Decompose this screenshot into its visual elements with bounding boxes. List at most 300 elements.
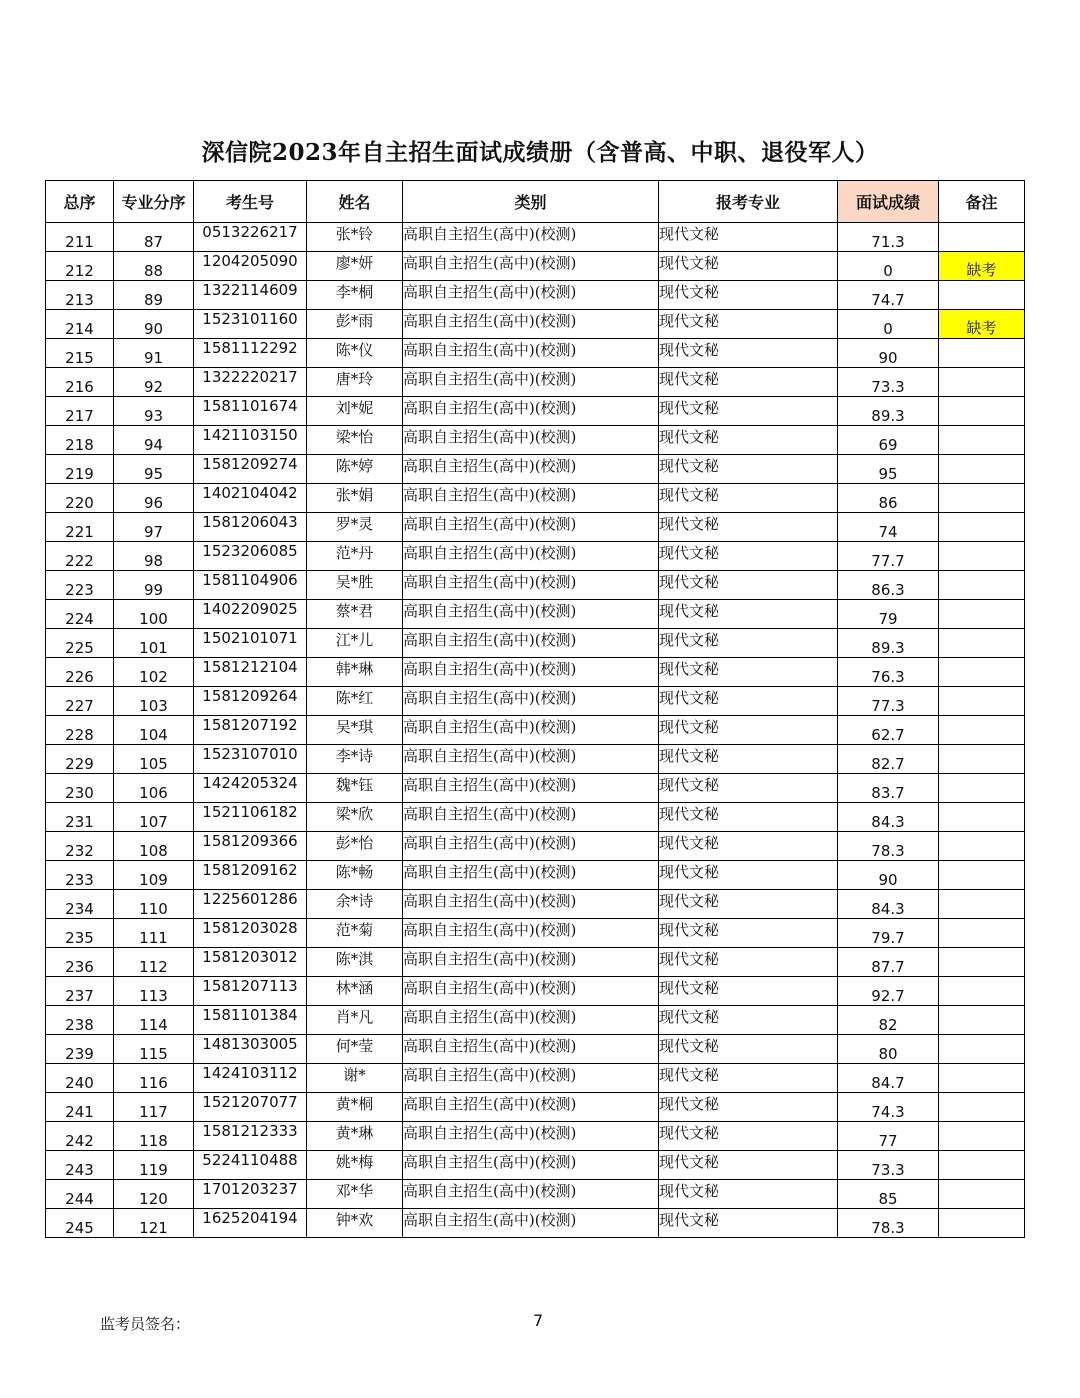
cell-note — [939, 1151, 1025, 1180]
cell-note — [939, 1064, 1025, 1093]
cell-major: 现代文秘 — [659, 310, 838, 339]
cell-score: 62.7 — [838, 716, 939, 745]
cell-note — [939, 716, 1025, 745]
cell-total-seq: 214 — [46, 310, 114, 339]
table-row — [46, 890, 1025, 919]
cell-major-seq: 116 — [114, 1064, 194, 1093]
cell-exam-no: 1701203237 — [194, 1180, 307, 1209]
cell-category: 高职自主招生(高中)(校测) — [403, 745, 659, 774]
cell-major: 现代文秘 — [659, 368, 838, 397]
cell-major: 现代文秘 — [659, 919, 838, 948]
cell-category: 高职自主招生(高中)(校测) — [403, 687, 659, 716]
table-row — [46, 339, 1025, 368]
cell-name: 姚*梅 — [307, 1151, 403, 1180]
cell-exam-no: 1625204194 — [194, 1209, 307, 1238]
cell-major-seq: 115 — [114, 1035, 194, 1064]
cell-major: 现代文秘 — [659, 571, 838, 600]
cell-major-seq: 118 — [114, 1122, 194, 1151]
cell-note — [939, 745, 1025, 774]
cell-category: 高职自主招生(高中)(校测) — [403, 890, 659, 919]
cell-category: 高职自主招生(高中)(校测) — [403, 600, 659, 629]
cell-note — [939, 1093, 1025, 1122]
cell-major: 现代文秘 — [659, 1035, 838, 1064]
cell-exam-no: 1581209366 — [194, 832, 307, 861]
cell-exam-no: 1581209264 — [194, 687, 307, 716]
table-row — [46, 1064, 1025, 1093]
table-row — [46, 513, 1025, 542]
cell-major: 现代文秘 — [659, 890, 838, 919]
cell-total-seq: 221 — [46, 513, 114, 542]
cell-category: 高职自主招生(高中)(校测) — [403, 571, 659, 600]
table-row — [46, 252, 1025, 281]
cell-major: 现代文秘 — [659, 977, 838, 1006]
cell-exam-no: 1424205324 — [194, 774, 307, 803]
cell-total-seq: 239 — [46, 1035, 114, 1064]
document-title: 深信院2023年自主招生面试成绩册（含普高、中职、退役军人） — [201, 139, 879, 166]
cell-category: 高职自主招生(高中)(校测) — [403, 1151, 659, 1180]
cell-name: 韩*琳 — [307, 658, 403, 687]
cell-exam-no: 1581203012 — [194, 948, 307, 977]
cell-major-seq: 101 — [114, 629, 194, 658]
cell-major-seq: 112 — [114, 948, 194, 977]
cell-score: 73.3 — [838, 1151, 939, 1180]
cell-name: 廖*妍 — [307, 252, 403, 281]
cell-total-seq: 235 — [46, 919, 114, 948]
cell-name: 陈*仪 — [307, 339, 403, 368]
table-row — [46, 223, 1025, 252]
cell-score: 90 — [838, 339, 939, 368]
cell-major-seq: 100 — [114, 600, 194, 629]
cell-score: 89.3 — [838, 397, 939, 426]
cell-note — [939, 977, 1025, 1006]
cell-name: 李*桐 — [307, 281, 403, 310]
table-row — [46, 426, 1025, 455]
header-name: 姓名 — [307, 181, 403, 223]
cell-major: 现代文秘 — [659, 1122, 838, 1151]
cell-total-seq: 243 — [46, 1151, 114, 1180]
table-row — [46, 281, 1025, 310]
cell-note — [939, 948, 1025, 977]
cell-name: 张*娟 — [307, 484, 403, 513]
cell-note — [939, 281, 1025, 310]
cell-note — [939, 890, 1025, 919]
cell-note — [939, 484, 1025, 513]
cell-major-seq: 109 — [114, 861, 194, 890]
cell-exam-no: 1581101384 — [194, 1006, 307, 1035]
cell-exam-no: 1521207077 — [194, 1093, 307, 1122]
table-row — [46, 310, 1025, 339]
cell-name: 钟*欢 — [307, 1209, 403, 1238]
cell-note — [939, 1035, 1025, 1064]
cell-total-seq: 218 — [46, 426, 114, 455]
cell-exam-no: 1322114609 — [194, 281, 307, 310]
cell-major: 现代文秘 — [659, 1006, 838, 1035]
cell-category: 高职自主招生(高中)(校测) — [403, 1064, 659, 1093]
cell-name: 陈*淇 — [307, 948, 403, 977]
cell-exam-no: 1424103112 — [194, 1064, 307, 1093]
cell-category: 高职自主招生(高中)(校测) — [403, 658, 659, 687]
cell-category: 高职自主招生(高中)(校测) — [403, 1180, 659, 1209]
cell-category: 高职自主招生(高中)(校测) — [403, 861, 659, 890]
header-exam-no: 考生号 — [194, 181, 307, 223]
cell-note — [939, 861, 1025, 890]
header-score: 面试成绩 — [838, 181, 939, 223]
cell-major: 现代文秘 — [659, 1209, 838, 1238]
cell-note — [939, 455, 1025, 484]
cell-category: 高职自主招生(高中)(校测) — [403, 1093, 659, 1122]
cell-exam-no: 1581209274 — [194, 455, 307, 484]
cell-major: 现代文秘 — [659, 1064, 838, 1093]
cell-exam-no: 1204205090 — [194, 252, 307, 281]
cell-score: 76.3 — [838, 658, 939, 687]
cell-major: 现代文秘 — [659, 716, 838, 745]
cell-note — [939, 223, 1025, 252]
cell-note — [939, 426, 1025, 455]
cell-major-seq: 102 — [114, 658, 194, 687]
table-row — [46, 397, 1025, 426]
cell-total-seq: 213 — [46, 281, 114, 310]
cell-note — [939, 1180, 1025, 1209]
cell-total-seq: 212 — [46, 252, 114, 281]
score-table — [45, 180, 1025, 1238]
cell-major-seq: 111 — [114, 919, 194, 948]
cell-score: 77.7 — [838, 542, 939, 571]
cell-total-seq: 227 — [46, 687, 114, 716]
cell-major-seq: 94 — [114, 426, 194, 455]
table-row — [46, 803, 1025, 832]
cell-name: 吴*琪 — [307, 716, 403, 745]
cell-total-seq: 216 — [46, 368, 114, 397]
cell-major: 现代文秘 — [659, 832, 838, 861]
cell-name: 何*莹 — [307, 1035, 403, 1064]
cell-category: 高职自主招生(高中)(校测) — [403, 832, 659, 861]
cell-total-seq: 238 — [46, 1006, 114, 1035]
header-note: 备注 — [939, 181, 1025, 223]
cell-score: 90 — [838, 861, 939, 890]
cell-category: 高职自主招生(高中)(校测) — [403, 310, 659, 339]
cell-score: 82.7 — [838, 745, 939, 774]
cell-major-seq: 93 — [114, 397, 194, 426]
cell-name: 李*诗 — [307, 745, 403, 774]
cell-major: 现代文秘 — [659, 1151, 838, 1180]
cell-exam-no: 1225601286 — [194, 890, 307, 919]
cell-category: 高职自主招生(高中)(校测) — [403, 1122, 659, 1151]
header-major: 报考专业 — [659, 181, 838, 223]
cell-note — [939, 397, 1025, 426]
cell-name: 黄*桐 — [307, 1093, 403, 1122]
table-row — [46, 977, 1025, 1006]
cell-category: 高职自主招生(高中)(校测) — [403, 919, 659, 948]
cell-major-seq: 88 — [114, 252, 194, 281]
cell-major-seq: 105 — [114, 745, 194, 774]
cell-total-seq: 220 — [46, 484, 114, 513]
cell-exam-no: 1322220217 — [194, 368, 307, 397]
cell-major-seq: 117 — [114, 1093, 194, 1122]
cell-major-seq: 98 — [114, 542, 194, 571]
cell-category: 高职自主招生(高中)(校测) — [403, 542, 659, 571]
cell-major: 现代文秘 — [659, 803, 838, 832]
cell-total-seq: 211 — [46, 223, 114, 252]
cell-category: 高职自主招生(高中)(校测) — [403, 484, 659, 513]
cell-total-seq: 215 — [46, 339, 114, 368]
table-row — [46, 1093, 1025, 1122]
cell-category: 高职自主招生(高中)(校测) — [403, 1209, 659, 1238]
cell-note — [939, 339, 1025, 368]
cell-exam-no: 1523107010 — [194, 745, 307, 774]
cell-score: 74.7 — [838, 281, 939, 310]
cell-score: 0 — [838, 310, 939, 339]
table-row — [46, 919, 1025, 948]
table-row — [46, 484, 1025, 513]
cell-exam-no: 1581207113 — [194, 977, 307, 1006]
cell-total-seq: 232 — [46, 832, 114, 861]
cell-name: 唐*玲 — [307, 368, 403, 397]
cell-major-seq: 114 — [114, 1006, 194, 1035]
cell-major-seq: 95 — [114, 455, 194, 484]
cell-category: 高职自主招生(高中)(校测) — [403, 223, 659, 252]
cell-category: 高职自主招生(高中)(校测) — [403, 339, 659, 368]
cell-total-seq: 219 — [46, 455, 114, 484]
table-row — [46, 1151, 1025, 1180]
cell-score: 95 — [838, 455, 939, 484]
cell-major-seq: 97 — [114, 513, 194, 542]
cell-major-seq: 113 — [114, 977, 194, 1006]
cell-score: 92.7 — [838, 977, 939, 1006]
cell-total-seq: 233 — [46, 861, 114, 890]
cell-total-seq: 244 — [46, 1180, 114, 1209]
cell-note — [939, 658, 1025, 687]
cell-note — [939, 600, 1025, 629]
cell-major: 现代文秘 — [659, 600, 838, 629]
cell-total-seq: 228 — [46, 716, 114, 745]
cell-name: 肖*凡 — [307, 1006, 403, 1035]
cell-note — [939, 542, 1025, 571]
cell-major: 现代文秘 — [659, 745, 838, 774]
cell-exam-no: 5224110488 — [194, 1151, 307, 1180]
cell-score: 86 — [838, 484, 939, 513]
table-row — [46, 1035, 1025, 1064]
cell-total-seq: 223 — [46, 571, 114, 600]
cell-score: 74 — [838, 513, 939, 542]
cell-exam-no: 1481303005 — [194, 1035, 307, 1064]
cell-exam-no: 1581209162 — [194, 861, 307, 890]
cell-score: 82 — [838, 1006, 939, 1035]
cell-name: 林*涵 — [307, 977, 403, 1006]
cell-name: 蔡*君 — [307, 600, 403, 629]
cell-major: 现代文秘 — [659, 658, 838, 687]
cell-total-seq: 241 — [46, 1093, 114, 1122]
cell-note — [939, 1209, 1025, 1238]
table-row — [46, 861, 1025, 890]
cell-score: 84.3 — [838, 890, 939, 919]
cell-major-seq: 119 — [114, 1151, 194, 1180]
table-row — [46, 774, 1025, 803]
cell-major-seq: 91 — [114, 339, 194, 368]
cell-category: 高职自主招生(高中)(校测) — [403, 252, 659, 281]
cell-major: 现代文秘 — [659, 484, 838, 513]
cell-name: 彭*雨 — [307, 310, 403, 339]
cell-exam-no: 1581212104 — [194, 658, 307, 687]
cell-total-seq: 236 — [46, 948, 114, 977]
cell-major: 现代文秘 — [659, 281, 838, 310]
cell-major: 现代文秘 — [659, 426, 838, 455]
cell-total-seq: 222 — [46, 542, 114, 571]
cell-score: 77 — [838, 1122, 939, 1151]
cell-major: 现代文秘 — [659, 1180, 838, 1209]
cell-major-seq: 92 — [114, 368, 194, 397]
table-row — [46, 368, 1025, 397]
cell-exam-no: 0513226217 — [194, 223, 307, 252]
cell-category: 高职自主招生(高中)(校测) — [403, 513, 659, 542]
cell-score: 78.3 — [838, 832, 939, 861]
header-major-seq: 专业分序 — [114, 181, 194, 223]
cell-name: 范*丹 — [307, 542, 403, 571]
cell-exam-no: 1521106182 — [194, 803, 307, 832]
cell-major: 现代文秘 — [659, 687, 838, 716]
cell-note — [939, 571, 1025, 600]
cell-note — [939, 774, 1025, 803]
cell-name: 谢* — [307, 1064, 403, 1093]
cell-name: 陈*畅 — [307, 861, 403, 890]
cell-total-seq: 225 — [46, 629, 114, 658]
cell-total-seq: 217 — [46, 397, 114, 426]
cell-exam-no: 1581203028 — [194, 919, 307, 948]
cell-score: 73.3 — [838, 368, 939, 397]
cell-name: 梁*欣 — [307, 803, 403, 832]
table-row — [46, 600, 1025, 629]
cell-name: 陈*婷 — [307, 455, 403, 484]
table-row — [46, 716, 1025, 745]
table-row — [46, 1180, 1025, 1209]
cell-major: 现代文秘 — [659, 861, 838, 890]
cell-note — [939, 803, 1025, 832]
table-row — [46, 745, 1025, 774]
cell-score: 87.7 — [838, 948, 939, 977]
cell-major: 现代文秘 — [659, 223, 838, 252]
cell-score: 83.7 — [838, 774, 939, 803]
cell-category: 高职自主招生(高中)(校测) — [403, 629, 659, 658]
cell-major-seq: 107 — [114, 803, 194, 832]
cell-exam-no: 1581112292 — [194, 339, 307, 368]
cell-major-seq: 90 — [114, 310, 194, 339]
cell-major: 现代文秘 — [659, 455, 838, 484]
cell-score: 86.3 — [838, 571, 939, 600]
cell-score: 77.3 — [838, 687, 939, 716]
cell-category: 高职自主招生(高中)(校测) — [403, 977, 659, 1006]
table-row — [46, 1209, 1025, 1238]
cell-major-seq: 121 — [114, 1209, 194, 1238]
cell-total-seq: 245 — [46, 1209, 114, 1238]
cell-score: 84.7 — [838, 1064, 939, 1093]
table-row — [46, 1122, 1025, 1151]
cell-name: 彭*怡 — [307, 832, 403, 861]
cell-major-seq: 96 — [114, 484, 194, 513]
cell-category: 高职自主招生(高中)(校测) — [403, 948, 659, 977]
table-row — [46, 658, 1025, 687]
cell-name: 邓*华 — [307, 1180, 403, 1209]
cell-name: 张*铃 — [307, 223, 403, 252]
cell-name: 刘*妮 — [307, 397, 403, 426]
cell-name: 罗*灵 — [307, 513, 403, 542]
cell-major-seq: 87 — [114, 223, 194, 252]
cell-major-seq: 104 — [114, 716, 194, 745]
cell-score: 89.3 — [838, 629, 939, 658]
cell-total-seq: 231 — [46, 803, 114, 832]
cell-major-seq: 99 — [114, 571, 194, 600]
cell-major: 现代文秘 — [659, 774, 838, 803]
cell-category: 高职自主招生(高中)(校测) — [403, 716, 659, 745]
cell-total-seq: 230 — [46, 774, 114, 803]
cell-major: 现代文秘 — [659, 513, 838, 542]
cell-note — [939, 919, 1025, 948]
cell-score: 80 — [838, 1035, 939, 1064]
table-row — [46, 542, 1025, 571]
cell-exam-no: 1581212333 — [194, 1122, 307, 1151]
header-row — [46, 181, 1025, 223]
cell-name: 吴*胜 — [307, 571, 403, 600]
cell-category: 高职自主招生(高中)(校测) — [403, 397, 659, 426]
cell-total-seq: 224 — [46, 600, 114, 629]
cell-name: 梁*怡 — [307, 426, 403, 455]
table-row — [46, 455, 1025, 484]
cell-score: 71.3 — [838, 223, 939, 252]
cell-name: 陈*红 — [307, 687, 403, 716]
cell-exam-no: 1523206085 — [194, 542, 307, 571]
cell-major-seq: 89 — [114, 281, 194, 310]
cell-major-seq: 103 — [114, 687, 194, 716]
cell-major: 现代文秘 — [659, 542, 838, 571]
cell-score: 69 — [838, 426, 939, 455]
cell-major: 现代文秘 — [659, 629, 838, 658]
cell-score: 74.3 — [838, 1093, 939, 1122]
cell-category: 高职自主招生(高中)(校测) — [403, 1035, 659, 1064]
table-row — [46, 687, 1025, 716]
cell-exam-no: 1502101071 — [194, 629, 307, 658]
invigilator-signature-label: 监考员签名： — [100, 1315, 191, 1333]
table-row — [46, 1006, 1025, 1035]
cell-note — [939, 687, 1025, 716]
cell-total-seq: 229 — [46, 745, 114, 774]
header-total-seq: 总序 — [46, 181, 114, 223]
cell-major-seq: 108 — [114, 832, 194, 861]
cell-total-seq: 240 — [46, 1064, 114, 1093]
cell-major: 现代文秘 — [659, 339, 838, 368]
cell-category: 高职自主招生(高中)(校测) — [403, 426, 659, 455]
cell-note — [939, 832, 1025, 861]
cell-category: 高职自主招生(高中)(校测) — [403, 774, 659, 803]
cell-exam-no: 1523101160 — [194, 310, 307, 339]
cell-major-seq: 110 — [114, 890, 194, 919]
cell-score: 84.3 — [838, 803, 939, 832]
cell-note — [939, 1122, 1025, 1151]
table-row — [46, 832, 1025, 861]
cell-score: 78.3 — [838, 1209, 939, 1238]
cell-score: 79.7 — [838, 919, 939, 948]
cell-total-seq: 242 — [46, 1122, 114, 1151]
cell-category: 高职自主招生(高中)(校测) — [403, 803, 659, 832]
cell-score: 0 — [838, 252, 939, 281]
table-row — [46, 629, 1025, 658]
cell-major-seq: 106 — [114, 774, 194, 803]
cell-exam-no: 1402209025 — [194, 600, 307, 629]
cell-category: 高职自主招生(高中)(校测) — [403, 455, 659, 484]
cell-name: 江*儿 — [307, 629, 403, 658]
cell-major-seq: 120 — [114, 1180, 194, 1209]
cell-exam-no: 1581101674 — [194, 397, 307, 426]
cell-total-seq: 226 — [46, 658, 114, 687]
page-number: 7 — [533, 1311, 544, 1330]
cell-exam-no: 1402104042 — [194, 484, 307, 513]
